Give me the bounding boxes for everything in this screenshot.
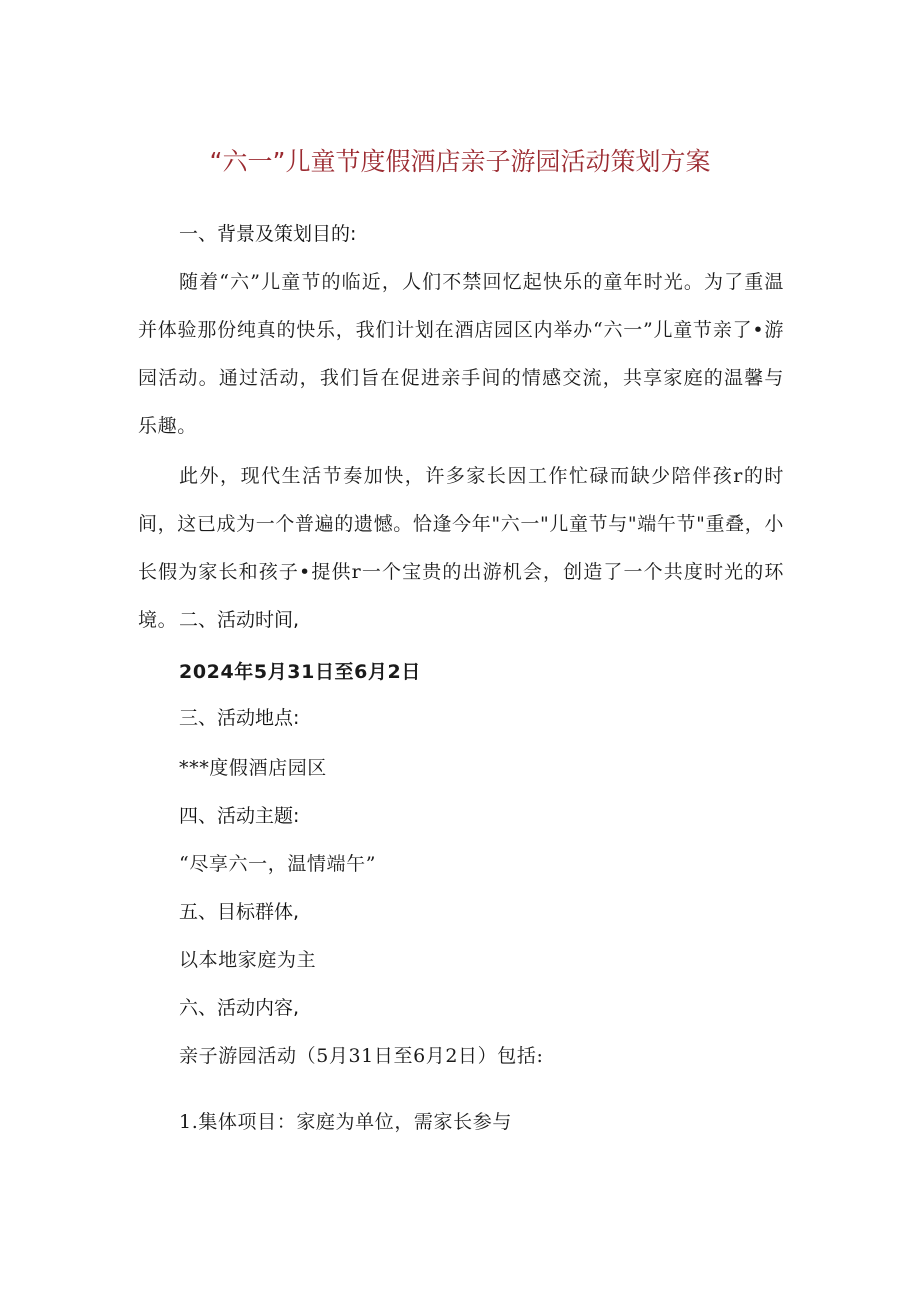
section-6-item-1: 1.集体项目：家庭为单位，需家长参与 xyxy=(179,1111,512,1133)
section-1-paragraph-2: 此外，现代生活节奏加快，许多家长因工作忙碌而缺少陪伴孩r的时间，这已成为一个普遍的遗憾。恰逢今年"六一"儿童节与"端午节"重叠，小长假为家长和孩子•提供r一个宝贵的出游机会，创造了一个共度时光的环境。 xyxy=(138,465,784,631)
section-2-value xyxy=(138,660,825,684)
section-3-value: ***度假酒店园区 xyxy=(179,757,327,779)
section-3-heading: 三、活动地点: xyxy=(179,707,300,729)
section-6-heading: 六、活动内容, xyxy=(179,997,300,1019)
section-1-paragraph-1: 随着“六”儿童节的临近，人们不禁回忆起快乐的童年时光。为了重温并体验那份纯真的快乐，我们计划在酒店园区内举办“六一”儿童节亲了•游园活动。通过活动，我们旨在促进亲手间的情感交流，共享家庭的温馨与乐趣。 xyxy=(138,271,784,437)
section-2-heading: 二、活动时间, xyxy=(179,609,300,631)
section-1-heading: 一、背景及策划目的: xyxy=(179,223,357,245)
section-6-value: 亲子游园活动（5月31日至6月2日）包括: xyxy=(179,1045,544,1067)
section-4-heading: 四、活动主题: xyxy=(179,805,300,827)
section-5-value: 以本地家庭为主 xyxy=(179,949,317,971)
activity-date: 2024年5月31日至6月2日 xyxy=(179,661,421,683)
section-4-value: “尽享六一，温情端午” xyxy=(179,853,377,875)
document-title: “六一”儿童节度假酒店亲子游园活动策划方案 xyxy=(209,147,711,176)
section-5-heading: 五、目标群体, xyxy=(179,901,300,923)
